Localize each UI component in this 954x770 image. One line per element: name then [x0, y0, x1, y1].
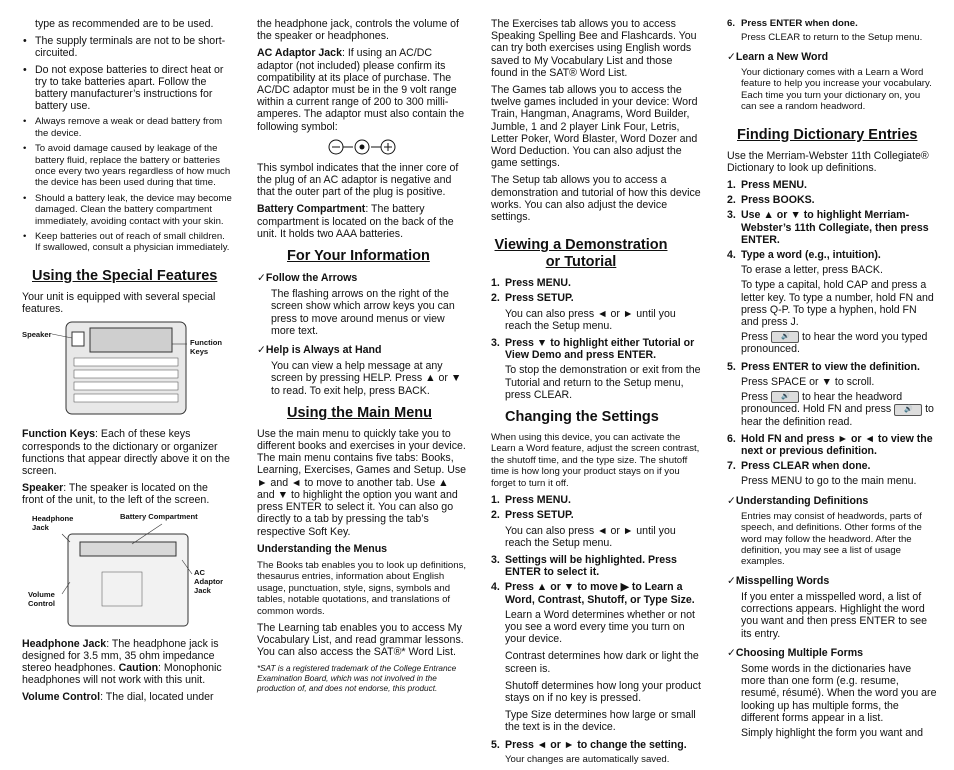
step-item: 2. Press SETUP. — [491, 292, 574, 305]
polarity-desc: This symbol indicates that the inner core of the plug of an AC adaptor is negative and that the outer part of the plug is positive. — [257, 161, 459, 199]
function-keys-desc: Function Keys: Each of these keys corresponds to the dictionary or organizer functions that appear directly above it on the screen. — [22, 428, 230, 477]
battery-compartment-desc: Battery Compartment: The battery compartment is located on the back of the unit. It holds two AAA batteries. — [257, 203, 454, 240]
understand-title: Understanding the Menus — [257, 542, 388, 555]
help-title: ✓ Help is Always at Hand — [257, 344, 467, 356]
column-2 — [257, 18, 467, 699]
speaker-key-icon — [771, 391, 799, 403]
arrows-title: ✓ Follow the Arrows — [257, 272, 467, 284]
step-item: 3. Press ▼ to highlight either Tutorial or View Demo and press ENTER. — [491, 337, 695, 362]
sat-footnote: *SAT is a registered trademark of the College Entrance Examination Board, which was not involved in the production of, and does not endorse, this product. — [257, 663, 457, 693]
find-step-5 — [727, 361, 937, 373]
learning-tab-text: The Learning tab enables you to access My Vocabulary List, and read grammar lessons. You can also access the SAT®* Word List. — [257, 621, 464, 659]
bullet-item: • Should a battery leak, the device may become damaged. Clean the battery compartment immediately, avoiding contact with your skin. — [22, 193, 232, 227]
shutoff-setting: Shutoff determines how long your product stays on if no key is pressed. — [505, 679, 701, 704]
device-front-figure — [22, 320, 232, 420]
bullet-item: • The supply terminals are not to be short-circuited. — [22, 35, 232, 59]
settings-note-1: You can also press ◄ or ► until you reach the Setup menu. — [505, 524, 676, 549]
battery-bullets — [22, 35, 232, 254]
ac-adaptor-label: AC Adaptor Jack — [194, 567, 224, 595]
headword-note: Press 🔊 to hear the headword pronounced. Hold FN and press 🔊 to hear the definition read. — [727, 391, 937, 428]
step-item: 6. Hold FN and press ► or ◄ to view the next or previous definition. — [727, 432, 933, 457]
volume-control-label: Volume Control — [28, 589, 55, 608]
find-entries-intro: Use the Merriam-Webster 11th Collegiate® Dictionary to look up definitions. — [727, 149, 929, 174]
step-item: 7. Press CLEAR when done. — [727, 460, 871, 473]
multiple-forms-title: ✓ Choosing Multiple Forms — [727, 647, 937, 659]
demo-note-2: To stop the demonstration or exit from the Tutorial and return to the Setup menu, press CLEAR. — [505, 364, 701, 401]
misspelling-text: If you enter a misspelled word, a list of corrections appears. Highlight the word you want and then press ENTER to see its entry. — [741, 590, 928, 640]
main-menu-note: Press MENU to go to the main menu. — [741, 475, 917, 488]
demo-heading: Viewing a Demonstration or Tutorial — [494, 237, 668, 271]
books-tab-text: The Books tab enables you to look up definitions, thesaurus entries, information about English usage, punctuation, style, signs, symbols and tables, notable quotations, and translations of common words. — [257, 559, 467, 617]
pronounce-note: Press 🔊 to hear the word you typed pronounced. — [727, 331, 937, 355]
main-menu-heading: Using the Main Menu — [287, 404, 432, 421]
step-item: 1. Press MENU. — [491, 494, 571, 507]
device-back-illustration — [22, 512, 232, 630]
settings-step-6 — [727, 18, 937, 29]
misspelling-title: ✓ Misspelling Words — [727, 575, 937, 587]
headphone-jack-desc: Headphone Jack: The headphone jack is designed for 3.5 mm, 35 ohm impedance stereo headphones. Caution: Monophonic headphones will not work with this unit. — [22, 637, 222, 687]
type-size-setting: Type Size determines how large or small the text is in the device. — [505, 709, 696, 734]
main-menu-text: Use the main menu to quickly take you to different books and exercises in your device. The main menu contains five tabs: Books, Learning, Exercises, Games and Setup. Use ► and ◄ to move to another tab. Use ▲ and ▼ to highlight the option you want and press ENTER to select it. You can also go directly to a tab by pressing the tab’s respective Soft Key. — [257, 427, 467, 538]
bullet-item: • To avoid damage caused by leakage of the battery fluid, replace the battery or batteries once every two years regardless of how much the device has been used during that time. — [22, 143, 232, 189]
exercises-tab-text: The Exercises tab allows you to access Speaking Spelling Bee and Flashcards. You can try both exercises using English words saved to My Vocabulary List and those found in the SAT® Word List. — [491, 18, 697, 79]
learn-word-setting: Learn a Word determines whether or not you see a word every time you turn on your device. — [505, 608, 696, 646]
step-item: 3. Use ▲ or ▼ to highlight Merriam-Webster’s 11th Collegiate, then press ENTER. — [727, 209, 929, 246]
multiple-forms-text-2: Simply highlight the form you want and — [741, 726, 923, 739]
demo-note-1: You can also press ◄ or ► until you reach the Setup menu. — [505, 307, 676, 332]
demo-step-3 — [491, 337, 701, 361]
device-front-illustration — [22, 320, 232, 420]
volume-control-desc: Volume Control: The dial, located under — [22, 691, 214, 704]
find-entries-heading: Finding Dictionary Entries — [737, 126, 918, 143]
column-4 — [727, 18, 937, 744]
step-item: 1. Press MENU. — [491, 277, 571, 290]
bullet-item: • Always remove a weak or dead battery from the device. — [22, 116, 232, 139]
info-heading: For Your Information — [287, 248, 430, 265]
bullet-item: • Do not expose batteries to direct heat or try to take batteries apart. Follow the battery manufacturer’s instructions for battery use. — [22, 64, 232, 113]
special-features-heading: Using the Special Features — [32, 267, 218, 284]
ac-adaptor-desc: AC Adaptor Jack: If using an AC/DC adaptor (not included) please confirm its compatibility at its place of purchase. The AC/DC adaptor must be in the 9 volt range within a current range of 200 to 300 milli-amperes. The adaptor must also contain the following symbol: — [257, 47, 465, 133]
step-item: 4. Type a word (e.g., intuition). — [727, 249, 881, 262]
step-item: 5. Press ◄ or ► to change the setting. — [491, 738, 687, 751]
typing-note: To type a capital, hold CAP and press a letter key. To type a number, hold FN and press Q-P. To type a hyphen, hold FN and press J. — [741, 279, 934, 329]
step-item: 1. Press MENU. — [727, 179, 807, 192]
scroll-note: Press SPACE or ▼ to scroll. — [741, 375, 875, 388]
find-steps — [727, 179, 937, 261]
definitions-title: ✓ Understanding Definitions — [727, 495, 937, 507]
settings-note-6: Press CLEAR to return to the Setup menu. — [741, 32, 923, 44]
games-tab-text: The Games tab allows you to access the twelve games included in your device: Word Train, Hangman, Anagrams, Word Builder, Jumble, 1 and 2 player Link Four, Letris, Letter Poker, Word Blaster, Word Dozer and Word Deduction. You can also adjust the game settings. — [491, 84, 698, 170]
step-item: 2. Press BOOKS. — [727, 194, 815, 207]
step-item: 6. Press ENTER when done. — [727, 18, 858, 29]
find-steps-cont — [727, 433, 937, 473]
step-item: 3. Settings will be highlighted. Press ENTER to select it. — [491, 553, 677, 579]
learn-word-text: Your dictionary comes with a Learn a Word feature to help you increase your vocabulary. Each time you turn your dictionary on, you can see a random headword. — [741, 67, 932, 113]
learn-word-title: ✓ Learn a New Word — [727, 51, 937, 63]
demo-steps — [491, 277, 701, 304]
settings-steps-cont — [491, 554, 701, 606]
column-3 — [491, 18, 701, 770]
erase-note: To erase a letter, press BACK. — [741, 264, 883, 277]
volume-control-cont: the headphone jack, controls the volume of the speaker or headphones. — [257, 18, 460, 43]
speaker-key-icon — [894, 404, 922, 416]
polarity-icon — [327, 138, 397, 156]
step-item: 2. Press SETUP. — [491, 509, 574, 522]
step-item: 4. Press ▲ or ▼ to move ▶ to Learn a Word, Contrast, Shutoff, or Type Size. — [491, 581, 695, 606]
contrast-setting: Contrast determines how dark or light the screen is. — [505, 650, 699, 675]
step-item: 5. Press ENTER to view the definition. — [727, 360, 920, 373]
polarity-symbol — [257, 138, 467, 156]
help-text: You can view a help message at any screen by pressing HELP. Press ▲ or ▼ to read. To exit help, press BACK. — [271, 360, 462, 397]
headphone-jack-label: Headphone Jack — [32, 513, 74, 532]
speaker-label: Speaker — [22, 330, 52, 340]
device-back-figure — [22, 512, 232, 630]
settings-heading: Changing the Settings — [505, 409, 659, 426]
speaker-key-icon — [771, 331, 799, 343]
settings-note-5: Your changes are automatically saved. — [505, 753, 670, 765]
bullet-item: • Keep batteries out of reach of small children. If swallowed, consult a physician immediately. — [22, 231, 232, 254]
settings-steps — [491, 494, 701, 521]
settings-step-5 — [491, 739, 701, 751]
settings-intro: When using this device, you can activate the Learn a Word feature, adjust the screen contrast, the shutoff time, and the type size. The shutoff time is how long your product stays on if you forget to turn it off. — [491, 432, 700, 489]
setup-tab-text: The Setup tab allows you to access a demonstration and tutorial of how this device works. You can also adjust the device settings. — [491, 174, 701, 224]
function-keys-label: Function Keys — [190, 338, 223, 357]
arrows-text: The flashing arrows on the right of the screen show which arrow keys you can press to move around menus or view more text. — [271, 288, 455, 337]
battery-note-top: type as recommended are to be used. — [35, 18, 214, 30]
special-features-intro: Your unit is equipped with several special features. — [22, 290, 216, 316]
multiple-forms-text: Some words in the dictionaries have more than one form (e.g. resume, resumé, résumé). When the word you are looking up has multiple forms, the different forms appear in a list. — [741, 662, 937, 724]
definitions-text: Entries may consist of headwords, parts of speech, and definitions. Other forms of the word may follow the headword. After the definition, you may see a list of usage examples. — [741, 510, 922, 568]
speaker-desc: Speaker: The speaker is located on the front of the unit, to the left of the screen. — [22, 482, 210, 507]
battery-compartment-label: Battery Compartment — [120, 511, 198, 521]
column-1 — [22, 18, 232, 709]
